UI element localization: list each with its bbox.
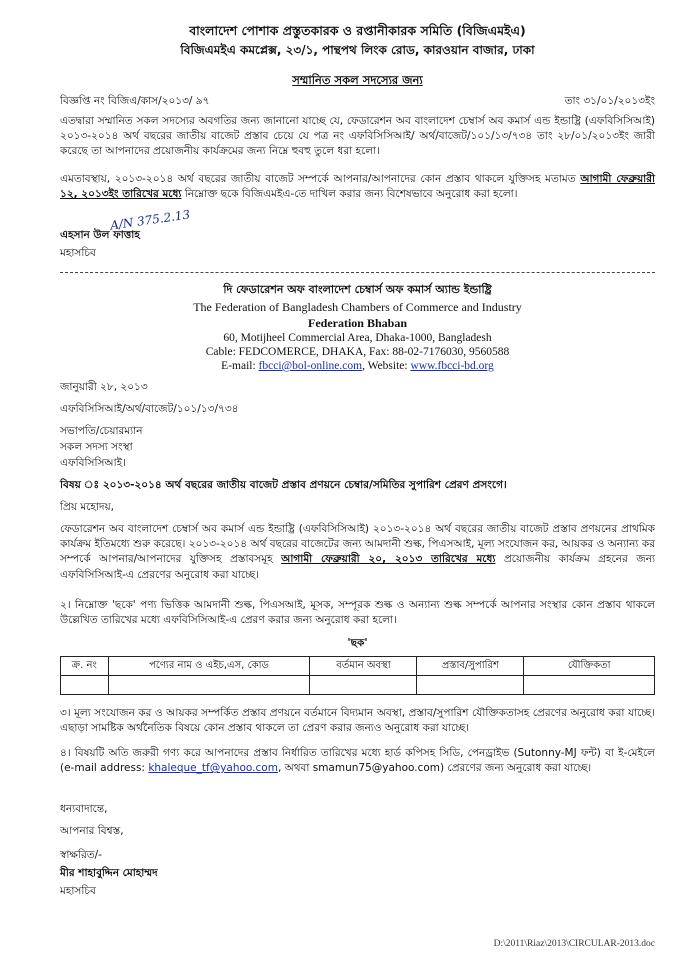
bgmea-para1: এতদ্বারা সম্মানিত সকল সদস্যের অবগতির জন্য জানানো যাচ্ছে যে, ফেডারেশন অব বাংলাদেশ চেম্বার্স অব কমার্স এন্ড ইন্ডাষ্ট্রি (এফবিসিসিআই) ২০১৩-২০১৪ অর্থ বছরের জাতীয় বাজেট প্রস্তাব চেয়ে যে পত্র নং এফবিসিসিআই/ অর্থ/বাজেট/১০১/১৩/৭৩৪ তাং ২৮/০১/২০১৩ইং জারী করেছে তা আপনাদের প্রয়োজনীয় কার্যক্রমের জন্য নিম্নে হুবহু তুলে ধরা হলো।	[60, 115, 655, 158]
website-label: , Website:	[362, 360, 411, 372]
fbcci-signer-name: মীর শাহাবুদ্দিন মোহাম্মদ	[60, 867, 158, 879]
fbcci-website-link[interactable]: www.fbcci-bd.org	[410, 360, 494, 372]
recipient-line-1: সভাপতি/চেয়ারম্যান	[60, 425, 143, 437]
fbcci-email-link[interactable]: fbcci@bol-online.com	[258, 360, 363, 372]
bgmea-heading: সম্মানিত সকল সদস্যের জন্য	[292, 73, 423, 87]
fbcci-cable: Cable: FEDCOMERCE, DHAKA, Fax: 88-02-7176030, 9560588	[205, 346, 510, 358]
handwritten-note: A/N 375.2.13	[109, 207, 191, 233]
body-para-3: ৩। মূল্য সংযোজন কর ও আয়কর সম্পর্কিত প্রস্তাব প্রণয়নে বর্তমানে বিদ্যমান অবস্থা, প্রস্তাব/সুপারিশ যৌক্তিকতাসহ প্রেরণের অনুরোধ করা যাচ্ছে। এছাড়া সামষ্টিক অর্থনৈতিক বিষয়ে কোন প্রস্তাব থাকলে তা প্রেরণ করার জন্যও অনুরোধ করা যাচ্ছে।	[60, 707, 655, 735]
fbcci-contact	[60, 358, 655, 375]
recipient-line-3: এফবিসিসিআই।	[60, 457, 126, 469]
table-title: 'ছক'	[347, 637, 368, 649]
closing-thanks: ধন্যবাদান্তে,	[60, 803, 108, 815]
fbcci-date: জানুয়ারী ২৮, ২০১৩	[60, 381, 148, 393]
fbcci-name-bn: দি ফেডারেশন অফ বাংলাদেশ চেম্বার্স অফ কমার্স অ্যান্ড ইন্ডাষ্ট্রি	[223, 283, 492, 296]
table-cell	[310, 676, 417, 695]
separator-line	[60, 272, 655, 273]
salutation: প্রিয় মহোদয়,	[60, 501, 115, 513]
bgmea-para2-a: এমতাবস্থায়, ২০১৩-২০১৪ অর্থ বছরের জাতীয় বাজেট সম্পর্কে আপনার/আপনাদের কোন প্রস্তাব থাকলে যুক্তিসহ মতামত	[60, 173, 581, 185]
table-cell	[524, 676, 655, 695]
col-proposal: প্রস্তাব/সুপারিশ	[417, 657, 524, 676]
col-rationale: যৌক্তিকতা	[524, 657, 655, 676]
bgmea-para2-c: নিম্নোক্ত ছকে বিজিএমইএ-তে দাখিল করার জন্য বিশেষভাবে অনুরোধ করা হলো।	[181, 188, 518, 201]
proposal-table-wrap	[60, 656, 655, 695]
body1-a: ফেডারেশন অব বাংলাদেশ চেম্বার্স অব কমার্স এন্ড ইন্ডাষ্ট্রি (এফবিসিসিআই) ২০১৩-২০১৪ অর্থ বছরের জাতীয় বাজেট প্রস্তাব প্রণয়নের প্রাথমিক কার্যক্রম ইতিমধ্যে শুরু করেছে। ২০১৩-২০১৪ অর্থ বছরের বাজেটের জন্য আমদানী শুল্ক, পিএসআই, মূল্য সংযোজন কর, আয়কর ও অন্যান্য কর সম্পর্কে আপনার/আপনাদের যুক্তিসহ প্রস্তাবসমূহ	[60, 523, 655, 566]
email-label: E-mail:	[221, 360, 259, 372]
body4-a: ৪। বিষয়টি অতি জরুরী গণ্য করে আপনাদের প্রস্তাব নির্ধারিত তারিখের মধ্যে হার্ড কপিসহ সিডি, পেনড্রাইভ (Sutonny-MJ ফন্ট) বা ই-মেইলে (e-mail address:	[60, 747, 655, 775]
bgmea-title: বাংলাদেশ পোশাক প্রস্তুতকারক ও রপ্তানীকারক সমিতি (বিজিএমইএ)	[189, 23, 526, 38]
bgmea-para2	[60, 172, 655, 202]
fbcci-ref: এফবিসিসিআই/অর্থ/বাজেট/১০১/১৩/৭৩৪	[60, 403, 239, 415]
subject-line: বিষয় ঃ ২০১৩-২০১৪ অর্থ বছরের জাতীয় বাজেট প্রস্তাব প্রণয়নে চেম্বার/সমিতির সুপারিশ প্রেরণ প্রসংগে।	[60, 479, 507, 491]
body-para-2: ২। নিম্নোক্ত 'ছকে' পণ্য ভিত্তিক আমদানী শুল্ক, পিএসআই, মূসক, সম্পূরক শুল্ক ও অন্যান্য শুল্ক সম্পর্কে আপনার সংস্থার কোন প্রস্তাব থাকলে উল্লেখিত তারিখের মধ্যে এফবিসিসিআই-এ প্রেরণ করার জন্য অনুরোধ করা হলো।	[60, 599, 655, 627]
footer-file-path: D:\2011\Riaz\2013\CIRCULAR-2013.doc	[493, 939, 655, 949]
table-cell	[61, 676, 109, 695]
closing-faithfully: আপনার বিশ্বস্ত,	[60, 825, 124, 837]
body-para-1	[60, 522, 655, 583]
recipient-line-2: সকল সদস্য সংস্থা	[60, 441, 133, 453]
bgmea-signer-name: এহসান উল ফাত্তাহ	[60, 229, 140, 241]
bgmea-ref: বিজ্ঞপ্তি নং বিজিএ/কাস/২০১৩/ ৯৭	[60, 95, 210, 107]
body4-b: , অথবা smamun75@yahoo.com) প্রেরণের জন্য অনুরোধ করা যাচ্ছে।	[277, 762, 592, 775]
email-link-khaleque[interactable]: khaleque_tf@yahoo.com	[148, 762, 278, 775]
col-current: বর্তমান অবস্থা	[310, 657, 417, 676]
fbcci-signer-title: মহাসচিব	[60, 885, 96, 897]
bgmea-date: তাং ৩১/০১/২০১৩ইং	[564, 95, 655, 107]
table-row	[61, 676, 655, 695]
body-para-4	[60, 746, 655, 776]
bgmea-deadline: আগামী ফেব্রুয়ারী ১২, ২০১৩ইং তারিখের মধ্যে	[60, 173, 655, 201]
table-cell	[417, 676, 524, 695]
col-product: পণ্যের নাম ও এইচ,এস, কোড	[108, 657, 310, 676]
table-header-row	[61, 657, 655, 676]
bgmea-ref-row	[60, 94, 655, 109]
bgmea-signer-title: মহাসচিব	[60, 247, 96, 259]
col-serial: ক্র. নং	[61, 657, 109, 676]
bgmea-address: বিজিএমইএ কমপ্লেক্স, ২৩/১, পান্থপথ লিংক রোড, কারওয়ান বাজার, ঢাকা	[180, 43, 535, 57]
signed-mark: স্বাক্ষরিত/-	[60, 849, 102, 861]
proposal-table	[60, 656, 655, 695]
table-cell	[108, 676, 310, 695]
fbcci-building: Federation Bhaban	[307, 316, 407, 330]
fbcci-address: 60, Motijheel Commercial Area, Dhaka-1000, Bangladesh	[223, 332, 492, 344]
fbcci-deadline: আগামী ফেব্রুয়ারী ২০, ২০১৩ তারিখের মধ্যে	[281, 553, 496, 566]
fbcci-name-en: The Federation of Bangladesh Chambers of Commerce and Industry	[193, 300, 522, 314]
body1-c: প্রয়োজনীয় কার্যক্রম গ্রহনের জন্য এফবিসিসিআই-এ প্রেরণের অনুরোধ করা যাচ্ছে।	[60, 553, 656, 581]
